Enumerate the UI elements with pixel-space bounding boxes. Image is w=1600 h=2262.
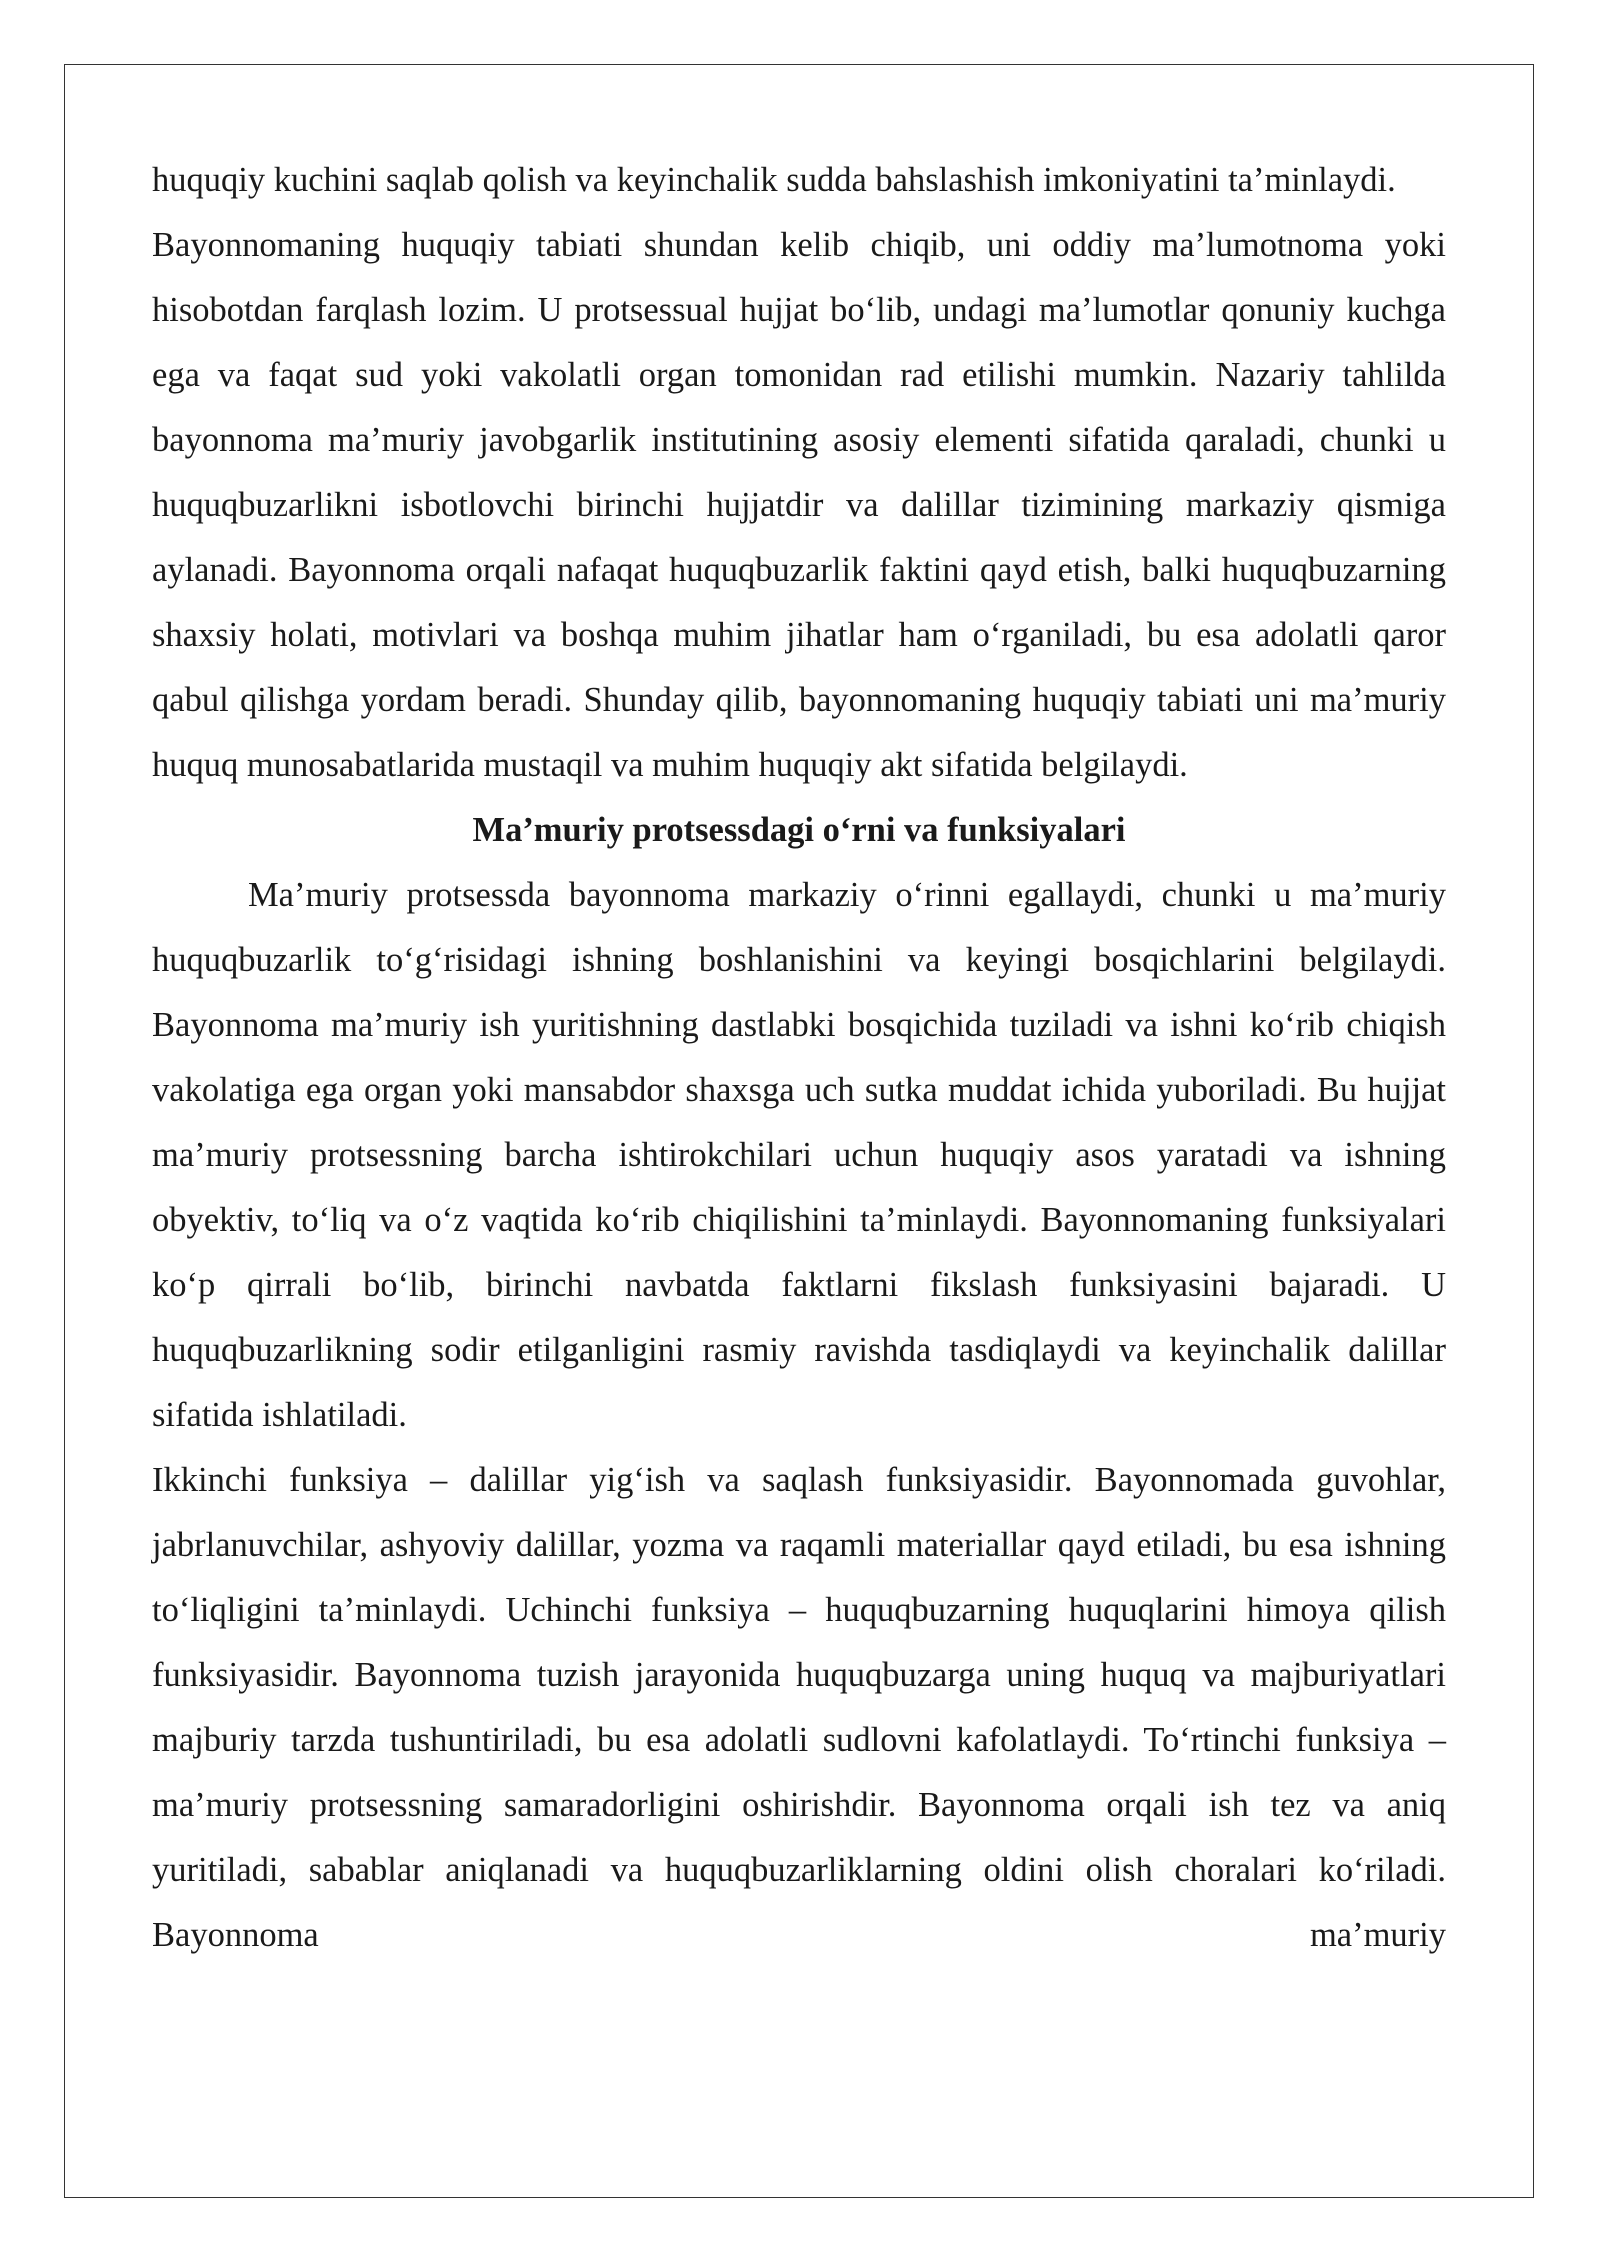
paragraph-functions: Ikkinchi funksiya – dalillar yig‘ish va saqlash funksiyasidir. Bayonnomada guvohlar, jabrlanuvchilar, ashyoviy dalillar, yozma va raqamli materiallar qayd etiladi, bu esa ishning to‘liqligini ta’minlaydi. Uchinchi funksiya – huquqbuzarning huquqlarini himoya qilish funksiyasidir. Bayonnoma tuzish jarayonida huquqbuzarga uning huquq va majburiyatlari majburiy tarzda tushuntiriladi, bu esa adolatli sudlovni kafolatlaydi. To‘rtinchi funksiya – ma’muriy protsessning samaradorligini oshirishdir. Bayonnoma orqali ish tez va aniq yuritiladi, sabablar aniqlanadi va huquqbuzarliklarning oldini olish choralari ko‘riladi. Bayonnoma ma’muriy (152, 1461, 1446, 1954)
paragraph-continuation: huquqiy kuchini saqlab qolish va keyinchalik sudda bahslashish imkoniyatini ta’minlaydi. (152, 161, 1396, 199)
paragraph-role-in-process: Ma’muriy protsessda bayonnoma markaziy o‘rinni egallaydi, chunki u ma’muriy huquqbuzarlik to‘g‘risidagi ishning boshlanishini va keyingi bosqichlarini belgilaydi. Bayonnoma ma’muriy ish yuritishning dastlabki bosqichida tuziladi va ishni ko‘rib chiqish vakolatiga ega organ yoki mansabdor shaxsga uch sutka muddat ichida yuboriladi. Bu hujjat ma’muriy protsessning barcha ishtirokchilari uchun huquqiy asos yaratadi va ishning obyektiv, to‘liq va o‘z vaqtida ko‘rib chiqilishini ta’minlaydi. Bayonnomaning funksiyalari ko‘p qirrali bo‘lib, birinchi navbatda faktlarni fikslash funksiyasini bajaradi. U huquqbuzarlikning sodir etilganligini rasmiy ravishda tasdiqlaydi va keyinchalik dalillar sifatida ishlatiladi. (152, 876, 1446, 1434)
document-body (152, 148, 1446, 1968)
paragraph-legal-nature: Bayonnomaning huquqiy tabiati shundan kelib chiqib, uni oddiy ma’lumotnoma yoki hisobotdan farqlash lozim. U protsessual hujjat bo‘lib, undagi ma’lumotlar qonuniy kuchga ega va faqat sud yoki vakolatli organ tomonidan rad etilishi mumkin. Nazariy tahlilda bayonnoma ma’muriy javobgarlik institutining asosiy elementi sifatida qaraladi, chunki u huquqbuzarlikni isbotlovchi birinchi hujjatdir va dalillar tizimining markaziy qismiga aylanadi. Bayonnoma orqali nafaqat huquqbuzarlik faktini qayd etish, balki huquqbuzarning shaxsiy holati, motivlari va boshqa muhim jihatlar ham o‘rganiladi, bu esa adolatli qaror qabul qilishga yordam beradi. Shunday qilib, bayonnomaning huquqiy tabiati uni ma’muriy huquq munosabatlarida mustaqil va muhim huquqiy akt sifatida belgilaydi. (152, 226, 1446, 784)
section-heading: Ma’muriy protsessdagi o‘rni va funksiyalari (472, 811, 1126, 849)
